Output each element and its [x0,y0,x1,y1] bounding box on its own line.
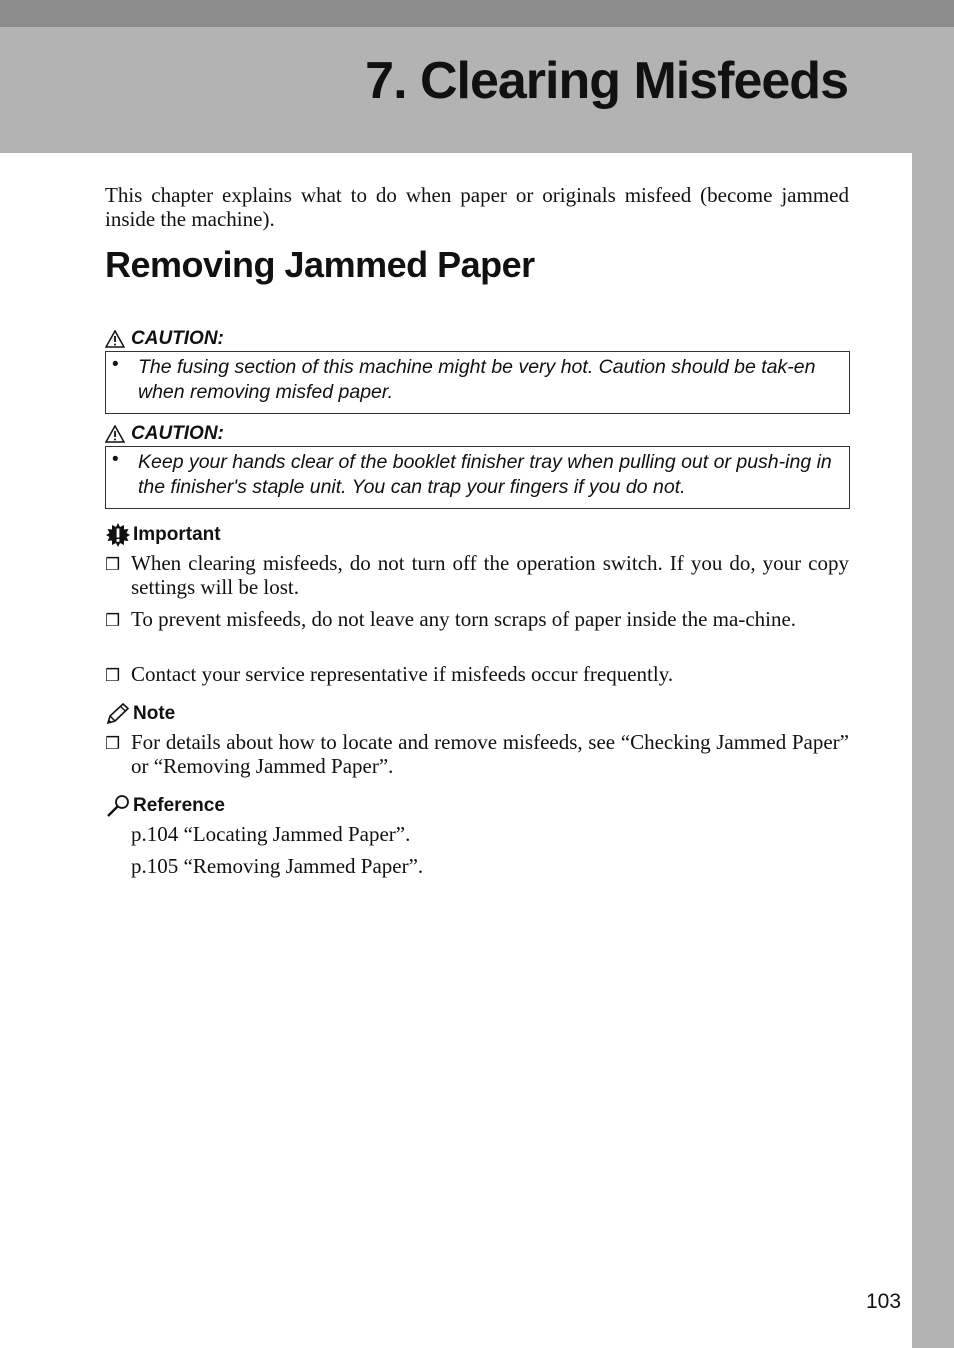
bullet: • [112,449,119,470]
section-title: Removing Jammed Paper [105,244,535,285]
checkbox-icon: ❒ [105,734,121,754]
caution-text: Keep your hands clear of the booklet finisher tray when pulling out or push-ing in the finisher's staple unit. You can trap your fingers if you do not. [138,451,832,498]
caution-box [105,351,850,414]
note-label: Note [133,703,176,724]
magnifier-icon [105,794,131,818]
checkbox-icon: ❒ [105,666,121,686]
caution-label: CAUTION: [131,423,224,444]
chapter-header-band [0,27,954,153]
reference-heading [105,794,225,818]
caution-label: CAUTION: [131,328,224,349]
note-heading [105,702,175,726]
caution-heading [105,423,224,445]
warning-triangle-icon [105,330,125,348]
reference-label: Reference [133,795,225,816]
page-number: 103 [866,1290,902,1313]
important-item [105,662,849,686]
important-item-text: When clearing misfeeds, do not turn off the operation switch. If you do, your copy settings will be lost. [131,551,849,599]
warning-triangle-icon [105,425,125,443]
bullet: • [112,354,119,375]
note-item-text: For details about how to locate and remove misfeeds, see “Checking Jammed Paper” or “Removing Jammed Paper”. [131,730,849,778]
important-label: Important [133,524,221,545]
important-item-text: To prevent misfeeds, do not leave any torn scraps of paper inside the ma-chine. [131,607,797,631]
exclamation-badge-icon [105,522,131,548]
reference-link[interactable]: p.105 “Removing Jammed Paper”. [131,854,424,878]
reference-link[interactable]: p.104 “Locating Jammed Paper”. [131,822,411,846]
intro-paragraph: This chapter explains what to do when paper or originals misfeed (become jammed inside the machine). [105,183,849,231]
pencil-icon [105,702,131,726]
note-item [105,730,849,778]
side-thumb-tab [912,153,954,1348]
important-item-text: Contact your service representative if misfeeds occur frequently. [131,662,674,686]
caution-box [105,446,850,509]
caution-heading [105,328,224,350]
important-item [105,607,849,631]
chapter-title: 7. Clearing Misfeeds [365,52,848,110]
header-top-strip [0,0,954,27]
caution-text: The fusing section of this machine might be very hot. Caution should be tak-en when removing misfed paper. [138,356,816,403]
important-heading [105,523,221,547]
checkbox-icon: ❒ [105,555,121,575]
important-item [105,551,849,599]
checkbox-icon: ❒ [105,611,121,631]
